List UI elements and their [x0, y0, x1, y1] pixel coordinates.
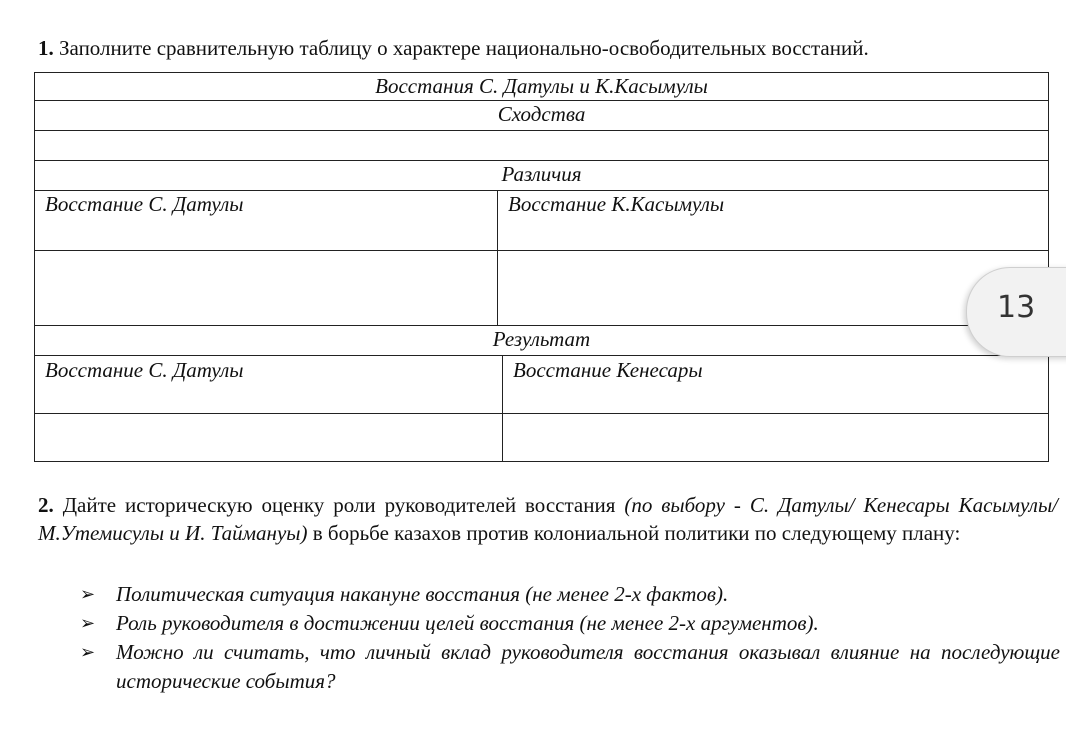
similarities-answer-cell[interactable]: [35, 131, 1049, 161]
task-2-text-a: Дайте историческую оценку роли руководителей восстания: [62, 493, 616, 517]
plan-item-text: Политическая ситуация накануне восстания (не менее 2-х фактов).: [116, 582, 729, 606]
result-col-datuly: Восстание С. Датулы: [35, 356, 503, 414]
differences-col-kasymuly: Восстание К.Касымулы: [498, 191, 1049, 251]
plan-list: [80, 580, 1060, 696]
result-table: [34, 355, 1049, 462]
task-2-number: 2.: [38, 493, 54, 517]
arrow-bullet-icon: ➢: [80, 584, 96, 605]
plan-item-text: Роль руководителя в достижении целей восстания (не менее 2-х аргументов).: [116, 611, 819, 635]
result-answer-kenesary[interactable]: [503, 414, 1049, 462]
table-title: Восстания С. Датулы и К.Касымулы: [35, 73, 1049, 101]
page-number: 13: [997, 290, 1036, 325]
result-answer-datuly[interactable]: [35, 414, 503, 462]
similarities-header: Сходства: [35, 101, 1049, 131]
task-1-text: Заполните сравнительную таблицу о характере национально-освободительных восстаний.: [59, 36, 869, 60]
task-1-number: 1.: [38, 36, 54, 60]
list-item: [80, 609, 1060, 638]
differences-col-datuly: Восстание С. Датулы: [35, 191, 498, 251]
page-number-tab: [966, 267, 1066, 357]
arrow-bullet-icon: ➢: [80, 613, 96, 634]
result-col-kenesary: Восстание Кенесары: [503, 356, 1049, 414]
differences-answer-datuly[interactable]: [35, 251, 498, 326]
differences-header: Различия: [35, 161, 1049, 191]
task-2-text-italic: (по выбору - С. Датулы/ Кенесары Касымулы/ М.Утемисулы и И. Таймануы): [38, 493, 1059, 545]
plan-item-text: Можно ли считать, что личный вклад руководителя восстания оказывал влияние на последующие исторические события?: [116, 640, 1060, 693]
task-1-heading: [38, 36, 869, 61]
list-item: [80, 580, 1060, 609]
result-header: Результат: [35, 326, 1049, 356]
task-2-text-b: в борьбе казахов против колониальной политики по следующему плану:: [312, 520, 961, 545]
comparison-table: [34, 72, 1049, 356]
task-2-paragraph: [38, 492, 1058, 547]
list-item: [80, 638, 1060, 696]
arrow-bullet-icon: ➢: [80, 642, 96, 663]
